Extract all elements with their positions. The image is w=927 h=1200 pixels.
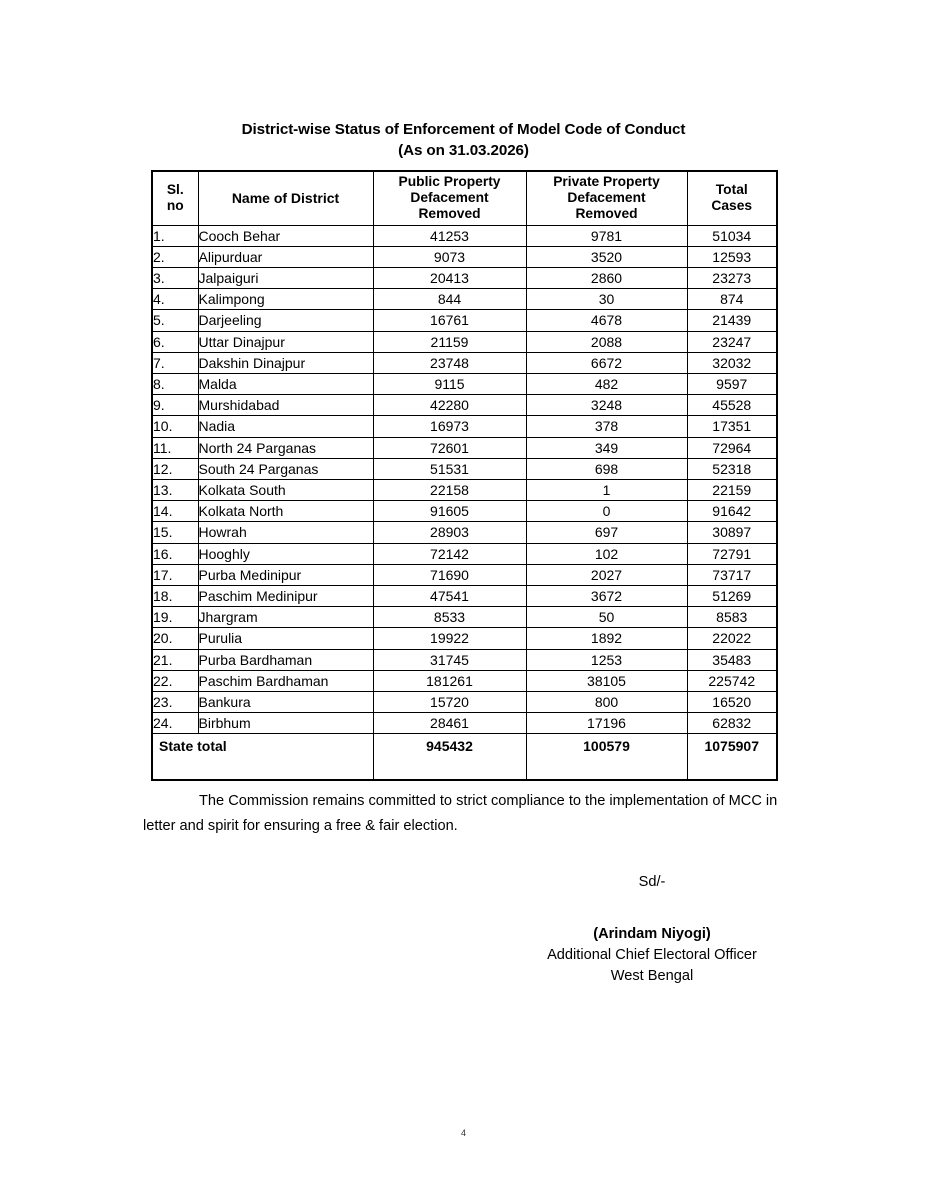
cell-total-cases: 35483 (687, 649, 777, 670)
cell-total-cases: 72964 (687, 437, 777, 458)
cell-private-property-removed: 6672 (526, 352, 687, 373)
column-header-sl-no (152, 171, 198, 225)
cell-public-property-removed: 16761 (373, 310, 526, 331)
table-row (152, 352, 777, 373)
table-row (152, 225, 777, 246)
table-row (152, 628, 777, 649)
table-total-row (152, 734, 777, 781)
cell-state-total-private: 100579 (526, 734, 687, 781)
column-header-private-line1: Private Property (553, 173, 660, 189)
page-title (0, 119, 927, 161)
cell-district-name: North 24 Parganas (198, 437, 373, 458)
cell-sl-no: 7. (152, 352, 198, 373)
closing-paragraph: The Commission remains committed to strict compliance to the implementation of MCC in letter and spirit for ensuring a free & fair election. (143, 793, 778, 834)
cell-private-property-removed: 2860 (526, 267, 687, 288)
cell-public-property-removed: 91605 (373, 501, 526, 522)
cell-district-name: Purulia (198, 628, 373, 649)
cell-sl-no: 8. (152, 373, 198, 394)
cell-public-property-removed: 42280 (373, 395, 526, 416)
cell-total-cases: 17351 (687, 416, 777, 437)
cell-total-cases: 22159 (687, 479, 777, 500)
cell-total-cases: 62832 (687, 713, 777, 734)
cell-total-cases: 23273 (687, 267, 777, 288)
cell-district-name: Paschim Bardhaman (198, 670, 373, 691)
table-row (152, 331, 777, 352)
cell-state-total-public: 945432 (373, 734, 526, 781)
cell-sl-no: 9. (152, 395, 198, 416)
cell-sl-no: 18. (152, 585, 198, 606)
cell-sl-no: 2. (152, 246, 198, 267)
signatory-state: West Bengal (610, 968, 694, 984)
signatory-name: (Arindam Niyogi) (593, 926, 711, 942)
cell-public-property-removed: 9115 (373, 373, 526, 394)
table-header (152, 171, 777, 225)
cell-total-cases: 32032 (687, 352, 777, 373)
cell-sl-no: 23. (152, 691, 198, 712)
cell-district-name: Malda (198, 373, 373, 394)
cell-district-name: Dakshin Dinajpur (198, 352, 373, 373)
cell-total-cases: 16520 (687, 691, 777, 712)
cell-district-name: Jhargram (198, 607, 373, 628)
cell-district-name: Cooch Behar (198, 225, 373, 246)
cell-total-cases: 91642 (687, 501, 777, 522)
cell-total-cases: 45528 (687, 395, 777, 416)
cell-district-name: Darjeeling (198, 310, 373, 331)
cell-district-name: Birbhum (198, 713, 373, 734)
cell-total-cases: 51269 (687, 585, 777, 606)
cell-total-cases: 225742 (687, 670, 777, 691)
cell-district-name: Kolkata North (198, 501, 373, 522)
cell-public-property-removed: 16973 (373, 416, 526, 437)
cell-private-property-removed: 0 (526, 501, 687, 522)
cell-sl-no: 16. (152, 543, 198, 564)
table-row (152, 267, 777, 288)
signatory-designation: Additional Chief Electoral Officer (547, 947, 757, 963)
cell-sl-no: 10. (152, 416, 198, 437)
cell-private-property-removed: 1892 (526, 628, 687, 649)
cell-public-property-removed: 21159 (373, 331, 526, 352)
cell-sl-no: 24. (152, 713, 198, 734)
column-header-total-cases (687, 171, 777, 225)
cell-private-property-removed: 697 (526, 522, 687, 543)
cell-sl-no: 13. (152, 479, 198, 500)
table-row (152, 479, 777, 500)
cell-public-property-removed: 19922 (373, 628, 526, 649)
column-header-total-line2: Cases (711, 198, 753, 214)
cell-total-cases: 12593 (687, 246, 777, 267)
cell-total-cases: 51034 (687, 225, 777, 246)
cell-private-property-removed: 349 (526, 437, 687, 458)
cell-sl-no: 5. (152, 310, 198, 331)
table-row (152, 585, 777, 606)
cell-district-name: Hooghly (198, 543, 373, 564)
cell-public-property-removed: 20413 (373, 267, 526, 288)
cell-total-cases: 72791 (687, 543, 777, 564)
column-header-total-line1: Total (715, 181, 748, 197)
column-header-private-property (526, 171, 687, 225)
table-row (152, 649, 777, 670)
cell-district-name: Kolkata South (198, 479, 373, 500)
column-header-public-line2: Defacement (410, 190, 489, 206)
cell-sl-no: 4. (152, 289, 198, 310)
cell-district-name: Howrah (198, 522, 373, 543)
cell-public-property-removed: 28903 (373, 522, 526, 543)
cell-public-property-removed: 23748 (373, 352, 526, 373)
cell-private-property-removed: 30 (526, 289, 687, 310)
cell-public-property-removed: 51531 (373, 458, 526, 479)
page-title-line2: (As on 31.03.2026) (398, 142, 529, 159)
cell-public-property-removed: 72601 (373, 437, 526, 458)
cell-private-property-removed: 9781 (526, 225, 687, 246)
cell-public-property-removed: 181261 (373, 670, 526, 691)
cell-private-property-removed: 2027 (526, 564, 687, 585)
cell-private-property-removed: 1 (526, 479, 687, 500)
table-row (152, 564, 777, 585)
column-header-public-line1: Public Property (398, 173, 501, 189)
table-row (152, 289, 777, 310)
table-row (152, 522, 777, 543)
table-row (152, 310, 777, 331)
cell-district-name: Jalpaiguri (198, 267, 373, 288)
cell-district-name: Purba Bardhaman (198, 649, 373, 670)
cell-district-name: Murshidabad (198, 395, 373, 416)
table-body (152, 225, 777, 780)
cell-district-name: Nadia (198, 416, 373, 437)
table-row (152, 416, 777, 437)
signature-block (487, 872, 817, 987)
cell-public-property-removed: 31745 (373, 649, 526, 670)
cell-total-cases: 73717 (687, 564, 777, 585)
table-row (152, 458, 777, 479)
table-row (152, 607, 777, 628)
cell-public-property-removed: 41253 (373, 225, 526, 246)
table-row (152, 691, 777, 712)
table-row (152, 437, 777, 458)
table-row (152, 373, 777, 394)
cell-district-name: South 24 Parganas (198, 458, 373, 479)
cell-district-name: Alipurduar (198, 246, 373, 267)
cell-private-property-removed: 50 (526, 607, 687, 628)
header-row (152, 171, 777, 225)
cell-sl-no: 3. (152, 267, 198, 288)
cell-public-property-removed: 15720 (373, 691, 526, 712)
signature-sd: Sd/- (638, 874, 666, 890)
cell-private-property-removed: 17196 (526, 713, 687, 734)
page-number: 4 (460, 1128, 466, 1138)
column-header-public-line3: Removed (418, 206, 481, 222)
cell-private-property-removed: 1253 (526, 649, 687, 670)
cell-sl-no: 19. (152, 607, 198, 628)
table-row (152, 713, 777, 734)
cell-district-name: Purba Medinipur (198, 564, 373, 585)
column-header-private-line2: Defacement (567, 190, 646, 206)
cell-private-property-removed: 698 (526, 458, 687, 479)
table-row (152, 246, 777, 267)
cell-district-name: Bankura (198, 691, 373, 712)
cell-sl-no: 20. (152, 628, 198, 649)
cell-total-cases: 8583 (687, 607, 777, 628)
cell-public-property-removed: 28461 (373, 713, 526, 734)
cell-public-property-removed: 9073 (373, 246, 526, 267)
cell-private-property-removed: 4678 (526, 310, 687, 331)
cell-state-total-cases: 1075907 (687, 734, 777, 781)
column-header-district: Name of District (198, 171, 373, 225)
cell-total-cases: 874 (687, 289, 777, 310)
cell-private-property-removed: 102 (526, 543, 687, 564)
table-row (152, 670, 777, 691)
cell-state-total-label: State total (152, 734, 373, 781)
cell-total-cases: 52318 (687, 458, 777, 479)
column-header-sl-no-line1: Sl. (166, 181, 184, 197)
cell-district-name: Uttar Dinajpur (198, 331, 373, 352)
cell-sl-no: 22. (152, 670, 198, 691)
cell-public-property-removed: 72142 (373, 543, 526, 564)
cell-public-property-removed: 844 (373, 289, 526, 310)
cell-private-property-removed: 378 (526, 416, 687, 437)
cell-private-property-removed: 800 (526, 691, 687, 712)
column-header-private-line3: Removed (575, 206, 638, 222)
cell-public-property-removed: 8533 (373, 607, 526, 628)
column-header-public-property (373, 171, 526, 225)
cell-total-cases: 30897 (687, 522, 777, 543)
cell-private-property-removed: 3520 (526, 246, 687, 267)
cell-sl-no: 11. (152, 437, 198, 458)
cell-district-name: Paschim Medinipur (198, 585, 373, 606)
district-enforcement-table (151, 170, 778, 781)
cell-district-name: Kalimpong (198, 289, 373, 310)
table-row (152, 543, 777, 564)
cell-public-property-removed: 47541 (373, 585, 526, 606)
page-title-line1: District-wise Status of Enforcement of Model Code of Conduct (241, 121, 686, 138)
column-header-sl-no-line2: no (166, 198, 184, 214)
cell-public-property-removed: 22158 (373, 479, 526, 500)
cell-sl-no: 12. (152, 458, 198, 479)
cell-total-cases: 22022 (687, 628, 777, 649)
cell-private-property-removed: 3672 (526, 585, 687, 606)
cell-sl-no: 1. (152, 225, 198, 246)
cell-sl-no: 6. (152, 331, 198, 352)
cell-private-property-removed: 3248 (526, 395, 687, 416)
cell-total-cases: 21439 (687, 310, 777, 331)
cell-sl-no: 15. (152, 522, 198, 543)
table-row (152, 501, 777, 522)
cell-private-property-removed: 2088 (526, 331, 687, 352)
cell-private-property-removed: 38105 (526, 670, 687, 691)
table-row (152, 395, 777, 416)
cell-private-property-removed: 482 (526, 373, 687, 394)
cell-total-cases: 9597 (687, 373, 777, 394)
cell-sl-no: 14. (152, 501, 198, 522)
cell-sl-no: 21. (152, 649, 198, 670)
mcc-table-container (151, 170, 776, 781)
cell-total-cases: 23247 (687, 331, 777, 352)
cell-public-property-removed: 71690 (373, 564, 526, 585)
cell-sl-no: 17. (152, 564, 198, 585)
